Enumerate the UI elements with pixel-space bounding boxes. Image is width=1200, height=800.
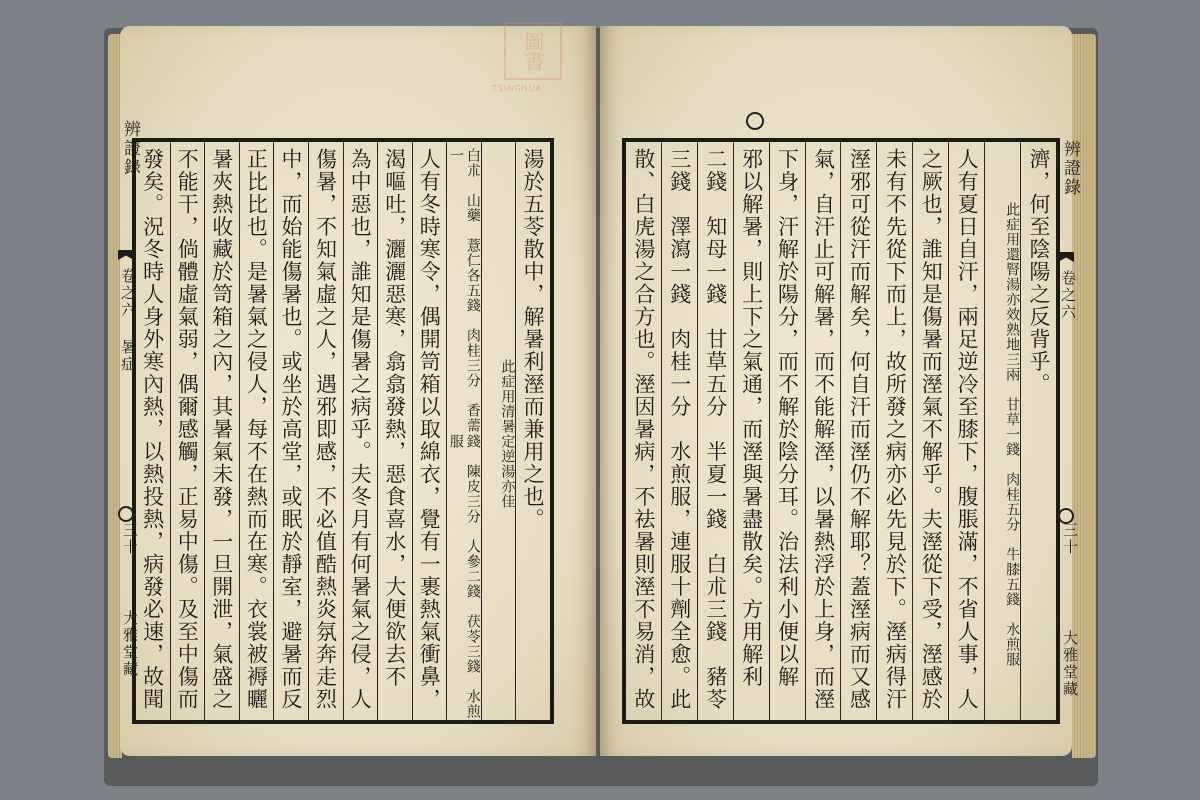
right-margin-volume: 卷之六 [1059,270,1077,321]
annotation-line: 熟地三兩 甘草一錢 肉桂五分 牛膝五錢 水煎服 [1004,321,1021,667]
left-margin-publisher: 大雅堂藏 [121,610,139,678]
text-column: 未有不先從下而上，故所發之病亦必先見於下。溼病得汗 [876,142,912,720]
annotation-line: 此症用還腎湯亦效 [1004,201,1021,322]
annotation-column [984,142,1020,720]
right-margin-page-number: 三十 [1061,522,1079,556]
text-column: 不能干，倘體虛氣弱，偶爾感觸，正易中傷。及至中傷而 [170,142,205,720]
text-column: 人有夏日自汗，兩足逆冷至膝下，腹脹滿，不省人事，人 [948,142,984,720]
left-text-block [132,138,554,724]
annotation-column [481,142,516,720]
text-column: 氣，自汗止可解暑，而不能解溼，以暑熱浮於上身，而溼 [805,142,841,720]
left-margin-volume: 卷之六 暑症 [119,268,137,373]
right-text-block [622,138,1060,724]
text-column: 人有冬時寒令，偶開笥箱以取綿衣，覺有一裹熱氣衝鼻， [412,142,447,720]
annotation-line: 此症用清暑定 [499,359,516,449]
right-margin-title: 辨證錄 [1060,140,1080,197]
library-seal-stamp [504,22,562,80]
text-column: 發矣。況冬時人身外寒內熱，以熱投熱，病發必速，故聞 [140,148,165,711]
text-column: 二錢 知母一錢 甘草五分 半夏一錢 白朮三錢 豬苓 [697,142,733,720]
left-margin-title: 辨證錄 [120,120,140,177]
annotation-line: 白朮 山藥 薏仁各五錢 肉桂三分 香薷一 [447,148,481,433]
text-column: 之厥也，誰知是傷暑而溼氣不解乎。夫溼從下受，溼感於 [912,142,948,720]
text-column: 正比比也。是暑氣之侵人，每不在熱而在寒。衣裳被褥曬 [239,142,274,720]
text-column: 為中惡也，誰知是傷暑之病乎。夫冬月有何暑氣之侵，人 [343,142,378,720]
seal-caption: TSINGHUA [492,84,542,93]
left-margin-page-number: 三十 [121,522,139,556]
text-column: 下身，汗解於陽分，而不解於陰分耳。治法利小便以解 [769,142,805,720]
text-column: 傷暑，不知氣虛之人，遇邪即感，不必值酷熱炎氛奔走烈 [308,142,343,720]
seal-text: 圖書 [521,31,545,71]
text-column: 三錢 澤瀉一錢 肉桂一分 水煎服，連服十劑全愈。此 [661,142,697,720]
text-column: 散、白虎湯之合方也。溼因暑病，不祛暑則溼不易消，故 [631,148,656,711]
text-column: 湯於五苓散中，解暑利溼而兼用之也。 [515,142,550,720]
annotation-column [446,142,481,720]
circle-mark-icon [746,112,764,130]
text-column: 中，而始能傷暑也。或坐於高堂，或眠於靜室，避暑而反 [273,142,308,720]
text-column: 暑夾熱收藏於笥箱之內，其暑氣未發，一旦開泄，氣盛之 [204,142,239,720]
annotation-line: 錢 陳皮三分 人參二錢 茯苓三錢 水煎服 [447,434,481,719]
text-column: 邪以解暑，則上下之氣通，而溼與暑盡散矣。方用解利 [733,142,769,720]
annotation-line: 逆湯亦佳 [499,449,516,509]
text-column: 濟，何至陰陽之反背乎。 [1020,142,1056,720]
text-column: 溼邪可從汗而解矣，何自汗而溼仍不解耶？蓋溼病而又感 [840,142,876,720]
right-margin-publisher: 大雅堂藏 [1061,630,1079,698]
text-column: 渴嘔吐，灑灑惡寒，翕翕發熱，惡食喜水，大便欲去不 [377,142,412,720]
